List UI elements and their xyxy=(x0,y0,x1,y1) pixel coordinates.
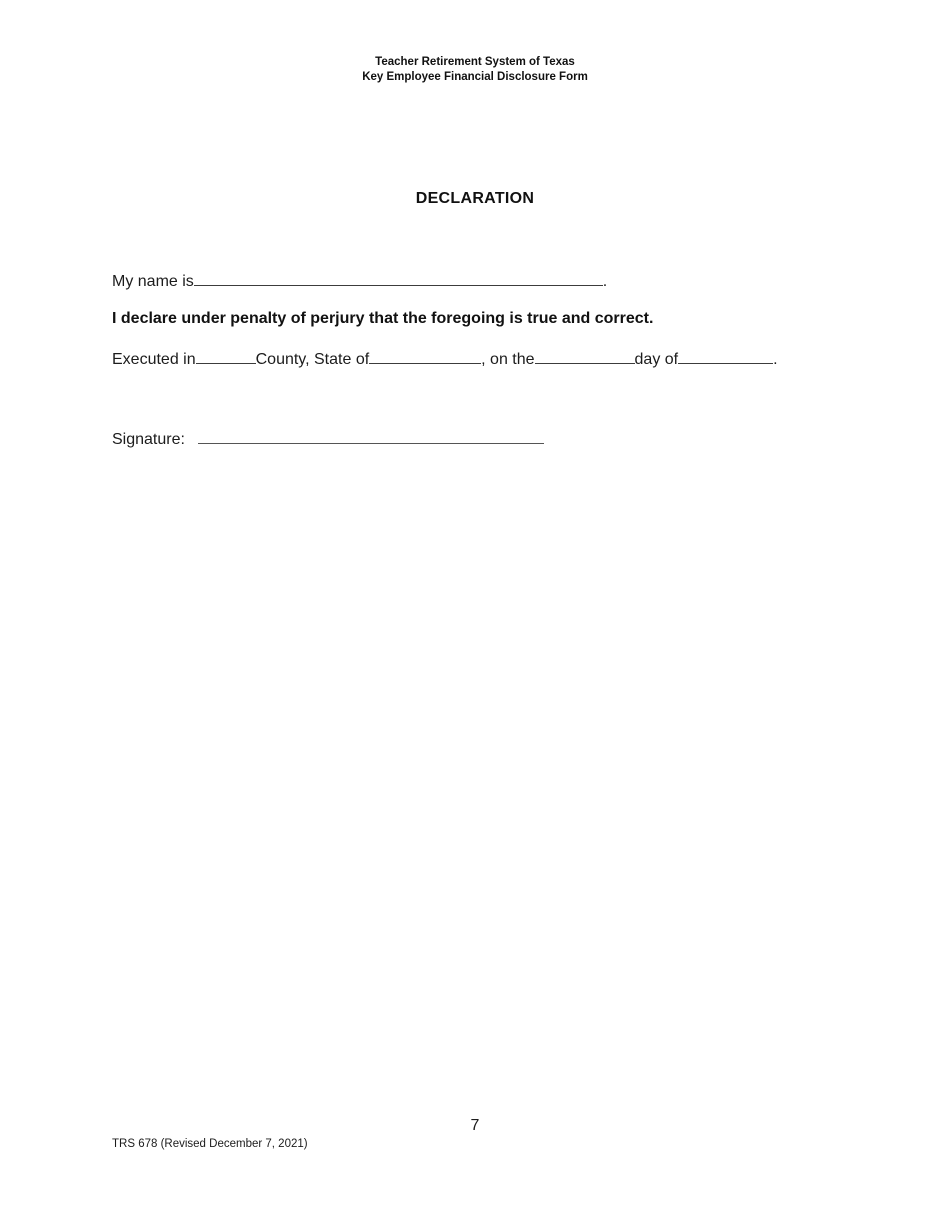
executed-period: . xyxy=(773,351,778,368)
county-field[interactable] xyxy=(196,348,256,364)
day-field[interactable] xyxy=(535,348,635,364)
day-of-label: day of xyxy=(634,351,679,368)
name-line xyxy=(112,270,607,292)
form-header-line2: Key Employee Financial Disclosure Form xyxy=(362,71,588,83)
form-header xyxy=(0,55,950,85)
date-field[interactable] xyxy=(678,348,773,364)
executed-prefix: Executed in xyxy=(112,351,196,368)
county-label: County, State of xyxy=(255,351,370,368)
declaration-title: DECLARATION xyxy=(415,190,535,207)
signature-field[interactable] xyxy=(198,428,544,444)
state-field[interactable] xyxy=(369,348,481,364)
form-header-line1: Teacher Retirement System of Texas xyxy=(375,56,575,68)
on-the-label: , on the xyxy=(481,351,535,368)
signature-label: Signature: xyxy=(112,431,185,448)
form-code: TRS 678 (Revised December 7, 2021) xyxy=(112,1138,308,1150)
executed-line xyxy=(112,348,778,370)
name-field[interactable] xyxy=(194,270,603,286)
page-number: 7 xyxy=(470,1117,480,1134)
name-line-period: . xyxy=(602,273,608,290)
name-line-label: My name is xyxy=(112,273,194,290)
signature-line xyxy=(112,428,544,450)
perjury-statement: I declare under penalty of perjury that the foregoing is true and correct. xyxy=(112,310,654,327)
